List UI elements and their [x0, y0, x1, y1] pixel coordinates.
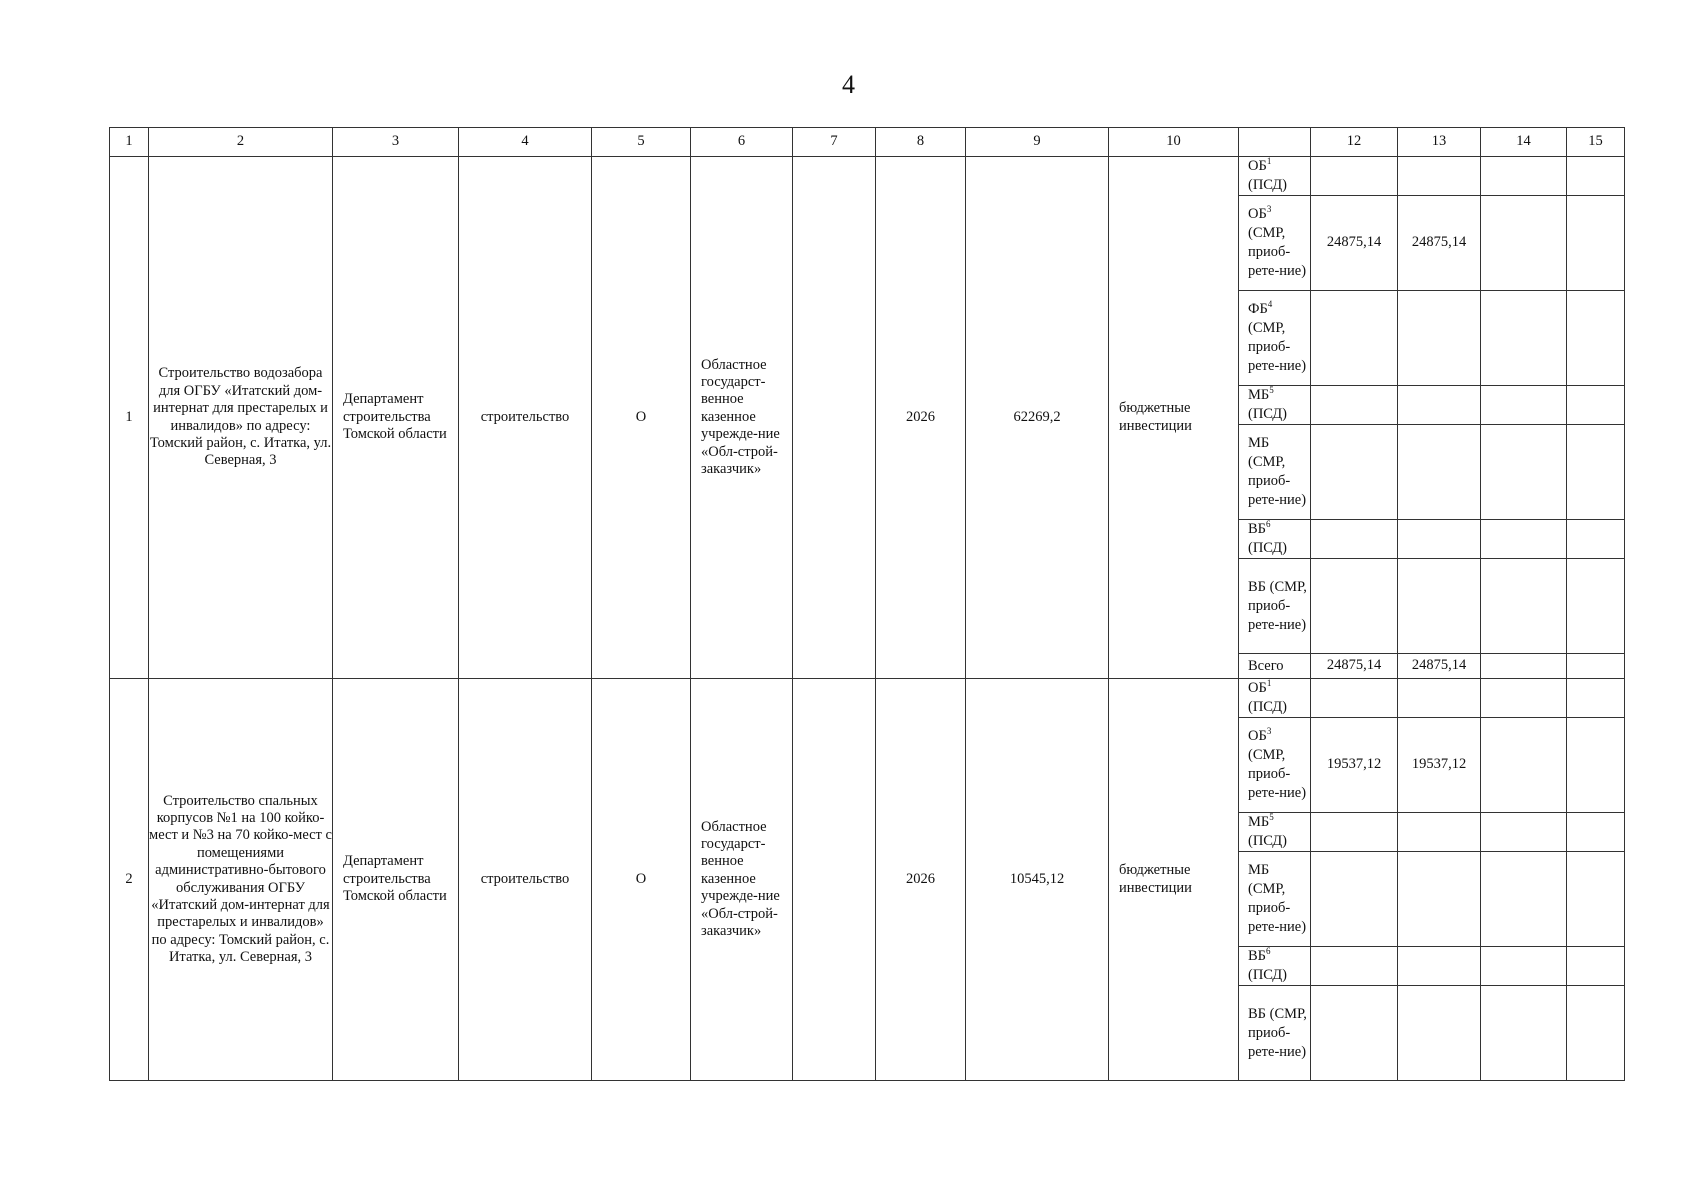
funding-source: [1239, 559, 1311, 654]
header-cell: 13: [1398, 128, 1481, 157]
amount-c13: 24875,14: [1398, 196, 1481, 291]
footnote-marker: 1: [1266, 156, 1272, 167]
funding-source-label: [1248, 948, 1287, 983]
amount-c12: [1311, 291, 1398, 386]
amount-c13: [1398, 386, 1481, 425]
estimated-cost: 62269,2: [966, 157, 1109, 679]
work-type: строительство: [459, 157, 592, 679]
header-cell: 2: [149, 128, 333, 157]
funding-source: [1239, 813, 1311, 852]
amount-c14: [1481, 291, 1567, 386]
amount-c12: [1311, 425, 1398, 520]
header-cell: 5: [592, 128, 691, 157]
column-7-value: [793, 679, 876, 1081]
amount-c13: [1398, 947, 1481, 986]
object-name: Строительство спальных корпусов №1 на 100 койко-мест и №3 на 70 койко-мест с помещениями административно-бытового обслуживания ОГБУ «Итатский дом-интернат для престарелых и инвалидов» по адресу: Томский район, с. Итатка, ул. Северная, 3: [149, 679, 333, 1081]
funding-source-prefix: ФБ: [1248, 301, 1268, 317]
amount-c14: [1481, 520, 1567, 559]
customer: Областное государст-венное казенное учрежде-ние «Обл-строй-заказчик»: [691, 157, 793, 679]
amount-c13: [1398, 813, 1481, 852]
investment-type: бюджетные инвестиции: [1109, 157, 1239, 679]
amount-c14: [1481, 559, 1567, 654]
header-cell: 1: [110, 128, 149, 157]
funding-source: [1239, 852, 1311, 947]
funding-source-label: ВБ (СМР, приоб-рете-ние): [1248, 1005, 1307, 1060]
amount-c13: 19537,12: [1398, 718, 1481, 813]
investment-type: бюджетные инвестиции: [1109, 679, 1239, 1081]
column-7-value: [793, 157, 876, 679]
amount-c15: [1567, 654, 1625, 679]
customer: Областное государст-венное казенное учрежде-ние «Обл-строй-заказчик»: [691, 679, 793, 1081]
amount-c14: [1481, 986, 1567, 1081]
row-number: 1: [110, 157, 149, 679]
header-cell: [1239, 128, 1311, 157]
amount-c13: [1398, 157, 1481, 196]
funding-source: [1239, 291, 1311, 386]
header-cell: 9: [966, 128, 1109, 157]
amount-c12: [1311, 813, 1398, 852]
funding-source-prefix: ВБ: [1248, 948, 1266, 964]
amount-c12: 24875,14: [1311, 654, 1398, 679]
funding-source-rest: (СМР, приоб-рете-ние): [1248, 747, 1307, 801]
amount-c15: [1567, 520, 1625, 559]
work-type: строительство: [459, 679, 592, 1081]
funding-source-label: [1248, 206, 1306, 279]
amount-c13: [1398, 986, 1481, 1081]
amount-c12: [1311, 559, 1398, 654]
amount-c15: [1567, 386, 1625, 425]
funding-source: [1239, 654, 1311, 679]
investment-table: [109, 127, 1625, 1081]
header-cell: 4: [459, 128, 592, 157]
amount-c15: [1567, 813, 1625, 852]
amount-c15: [1567, 559, 1625, 654]
amount-c15: [1567, 852, 1625, 947]
funding-source: [1239, 386, 1311, 425]
amount-c14: [1481, 813, 1567, 852]
amount-c12: [1311, 986, 1398, 1081]
row-number: 2: [110, 679, 149, 1081]
department: Департамент строительства Томской области: [333, 679, 459, 1081]
funding-source: [1239, 425, 1311, 520]
footnote-marker: 6: [1266, 946, 1271, 957]
footnote-marker: 4: [1267, 299, 1273, 310]
amount-c12: [1311, 679, 1398, 718]
funding-source-prefix: ОБ: [1248, 728, 1267, 744]
funding-source: [1239, 947, 1311, 986]
footnote-marker: 5: [1269, 812, 1274, 823]
footnote-marker: 3: [1266, 726, 1272, 737]
funding-source: [1239, 157, 1311, 196]
amount-c13: [1398, 679, 1481, 718]
amount-c14: [1481, 852, 1567, 947]
amount-c14: [1481, 654, 1567, 679]
funding-source-label: [1248, 387, 1287, 422]
amount-c15: [1567, 718, 1625, 813]
funding-source-prefix: ВБ: [1248, 521, 1266, 537]
page-number: 4: [842, 70, 855, 99]
funding-source-label: Всего: [1248, 657, 1284, 674]
funding-source-rest: (ПСД): [1248, 177, 1287, 193]
funding-source-prefix: МБ: [1248, 814, 1270, 830]
funding-source: [1239, 196, 1311, 291]
footnote-marker: 5: [1269, 385, 1274, 396]
amount-c14: [1481, 157, 1567, 196]
funding-source-rest: (ПСД): [1248, 699, 1287, 715]
amount-c13: [1398, 520, 1481, 559]
amount-c12: [1311, 520, 1398, 559]
funding-source-label: МБ (СМР, приоб-рете-ние): [1248, 435, 1307, 508]
column-5-value: О: [592, 157, 691, 679]
amount-c15: [1567, 986, 1625, 1081]
header-cell: 10: [1109, 128, 1239, 157]
amount-c12: [1311, 386, 1398, 425]
header-cell: 8: [876, 128, 966, 157]
header-cell: 12: [1311, 128, 1398, 157]
funding-source-label: [1248, 521, 1287, 556]
amount-c14: [1481, 425, 1567, 520]
funding-source-label: [1248, 158, 1287, 193]
funding-source-prefix: ОБ: [1248, 158, 1267, 174]
column-5-value: О: [592, 679, 691, 1081]
estimated-cost: 10545,12: [966, 679, 1109, 1081]
funding-source-label: [1248, 301, 1306, 374]
funding-source-label: [1248, 680, 1287, 715]
funding-source-rest: (ПСД): [1248, 406, 1287, 422]
funding-source-rest: (СМР, приоб-рете-ние): [1248, 320, 1307, 374]
funding-source-rest: (ПСД): [1248, 833, 1287, 849]
footnote-marker: 3: [1266, 204, 1272, 215]
funding-source-rest: (СМР, приоб-рете-ние): [1248, 225, 1307, 279]
amount-c14: [1481, 679, 1567, 718]
table-row: [110, 679, 1625, 718]
funding-source: [1239, 520, 1311, 559]
funding-source-label: [1248, 728, 1306, 801]
footnote-marker: 1: [1266, 678, 1272, 689]
funding-source-prefix: ОБ: [1248, 206, 1267, 222]
amount-c12: [1311, 947, 1398, 986]
amount-c13: [1398, 559, 1481, 654]
amount-c15: [1567, 157, 1625, 196]
header-row: [110, 128, 1625, 157]
header-cell: 6: [691, 128, 793, 157]
table-body: [110, 157, 1625, 1081]
object-name: Строительство водозабора для ОГБУ «Итатский дом-интернат для престарелых и инвалидов» по адресу: Томский район, с. Итатка, ул. Северная, 3: [149, 157, 333, 679]
amount-c12: [1311, 157, 1398, 196]
amount-c14: [1481, 947, 1567, 986]
funding-source-rest: (ПСД): [1248, 967, 1287, 983]
amount-c13: [1398, 852, 1481, 947]
amount-c14: [1481, 386, 1567, 425]
funding-source: [1239, 679, 1311, 718]
funding-source-rest: (ПСД): [1248, 540, 1287, 556]
department: Департамент строительства Томской области: [333, 157, 459, 679]
year: 2026: [876, 679, 966, 1081]
amount-c13: 24875,14: [1398, 654, 1481, 679]
funding-source: [1239, 986, 1311, 1081]
header-cell: 3: [333, 128, 459, 157]
footnote-marker: 6: [1266, 519, 1271, 530]
header-cell: 14: [1481, 128, 1567, 157]
amount-c14: [1481, 196, 1567, 291]
amount-c15: [1567, 679, 1625, 718]
amount-c12: 24875,14: [1311, 196, 1398, 291]
funding-source-label: МБ (СМР, приоб-рете-ние): [1248, 862, 1307, 935]
amount-c15: [1567, 947, 1625, 986]
amount-c15: [1567, 196, 1625, 291]
table-row: [110, 157, 1625, 196]
funding-source-label: ВБ (СМР, приоб-рете-ние): [1248, 578, 1307, 633]
funding-source: [1239, 718, 1311, 813]
funding-source-prefix: МБ: [1248, 387, 1270, 403]
funding-source-label: [1248, 814, 1287, 849]
funding-source-prefix: ОБ: [1248, 680, 1267, 696]
amount-c15: [1567, 425, 1625, 520]
amount-c15: [1567, 291, 1625, 386]
amount-c14: [1481, 718, 1567, 813]
header-cell: 15: [1567, 128, 1625, 157]
amount-c12: 19537,12: [1311, 718, 1398, 813]
amount-c13: [1398, 291, 1481, 386]
year: 2026: [876, 157, 966, 679]
header-cell: 7: [793, 128, 876, 157]
amount-c12: [1311, 852, 1398, 947]
amount-c13: [1398, 425, 1481, 520]
